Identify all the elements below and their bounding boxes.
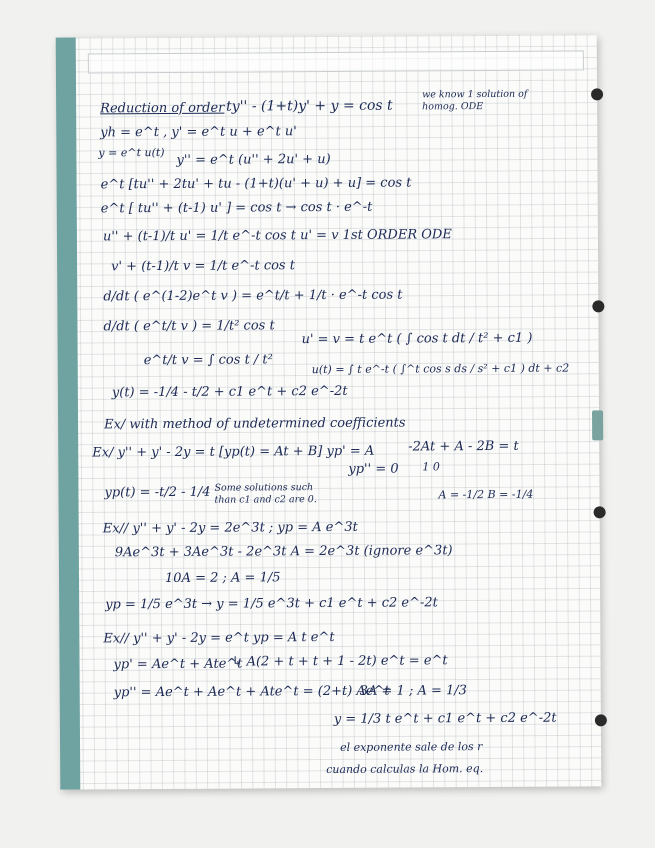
note-line: Ex// y'' + y' - 2y = 2e^3t ; yp = A e^3t (102, 519, 358, 537)
note-line: yp'' = 0 (348, 461, 399, 477)
note-line: yp'' = Ae^t + Ae^t + Ate^t = (2+t) Ae^t (113, 683, 390, 701)
note-annotation: than c1 and c2 are 0. (214, 494, 317, 506)
note-line: yh = e^t , y' = e^t u + e^t u' (100, 124, 297, 141)
note-line: ty'' - (1+t)y' + y = cos t (226, 97, 393, 115)
handwritten-notes (56, 34, 602, 789)
note-line: yp' = Ae^t + Ate^t (113, 656, 243, 673)
note-title: Reduction of order (100, 100, 225, 117)
notebook-page (56, 34, 602, 789)
note-line: d/dt ( e^(1-2)e^t v ) = e^t/t + 1/t · e^-t cos t (103, 287, 403, 305)
note-line: e^t/t v = ∫ cos t / t² (143, 352, 273, 369)
note-line: y = e^t u(t) (98, 145, 165, 160)
note-annotation: cuando calculas la Hom. eq. (326, 762, 484, 777)
note-section-heading: Ex/ with method of undetermined coefficients (104, 415, 406, 433)
note-line: u' = v = t e^t ( ∫ cos t dt / t² + c1 ) (301, 330, 533, 348)
note-annotation: Some solutions such (214, 482, 314, 494)
note-line: e^t [tu'' + 2tu' + tu - (1+t)(u' + u) + u] = cos t (100, 175, 412, 193)
note-line: Ex/ y'' + y' - 2y = t [yp(t) = At + B] yp' = A (92, 443, 375, 461)
note-line: Ex// y'' + y' - 2y = e^t yp = A t e^t (103, 629, 335, 647)
note-line: A = -1/2 B = -1/4 (438, 487, 534, 502)
note-annotation: we know 1 solution of (422, 88, 528, 101)
note-annotation: el exponente sale de los r (340, 740, 483, 754)
note-line: v' + (t-1)/t v = 1/t e^-t cos t (111, 258, 295, 275)
note-line: d/dt ( e^t/t v ) = 1/t² cos t (103, 318, 275, 335)
note-line: yp = 1/5 e^3t → y = 1/5 e^3t + c1 e^t + c2 e^-2t (105, 595, 438, 613)
note-line: 10A = 2 ; A = 1/5 (164, 570, 281, 587)
note-annotation: homog. ODE (422, 101, 484, 113)
note-line: -2At + A - 2B = t (408, 438, 519, 455)
note-line: yp(t) = -t/2 - 1/4 (104, 484, 211, 501)
note-line: 3A = 1 ; A = 1/3 (359, 683, 467, 699)
note-line: 9Ae^3t + 3Ae^3t - 2e^3t A = 2e^3t (ignore e^3t) (114, 543, 453, 561)
note-line: ↳ A(2 + t + t + 1 - 2t) e^t = e^t (231, 653, 448, 670)
note-line: e^t [ tu'' + (t-1) u' ] = cos t → cos t · e^-t (100, 199, 373, 217)
note-line: u'' + (t-1)/t u' = 1/t e^-t cos t u' = v 1st ORDER ODE (102, 227, 452, 245)
note-line: y'' = e^t (u'' + 2u' + u) (176, 151, 331, 168)
note-line: y(t) = -1/4 - t/2 + c1 e^t + c2 e^-2t (111, 383, 348, 401)
note-line: u(t) = ∫ t e^-t ( ∫^t cos s ds / s² + c1 ) dt + c2 (311, 361, 570, 377)
note-line: y = 1/3 t e^t + c1 e^t + c2 e^-2t (333, 710, 557, 727)
note-line: 1 0 (422, 460, 440, 474)
